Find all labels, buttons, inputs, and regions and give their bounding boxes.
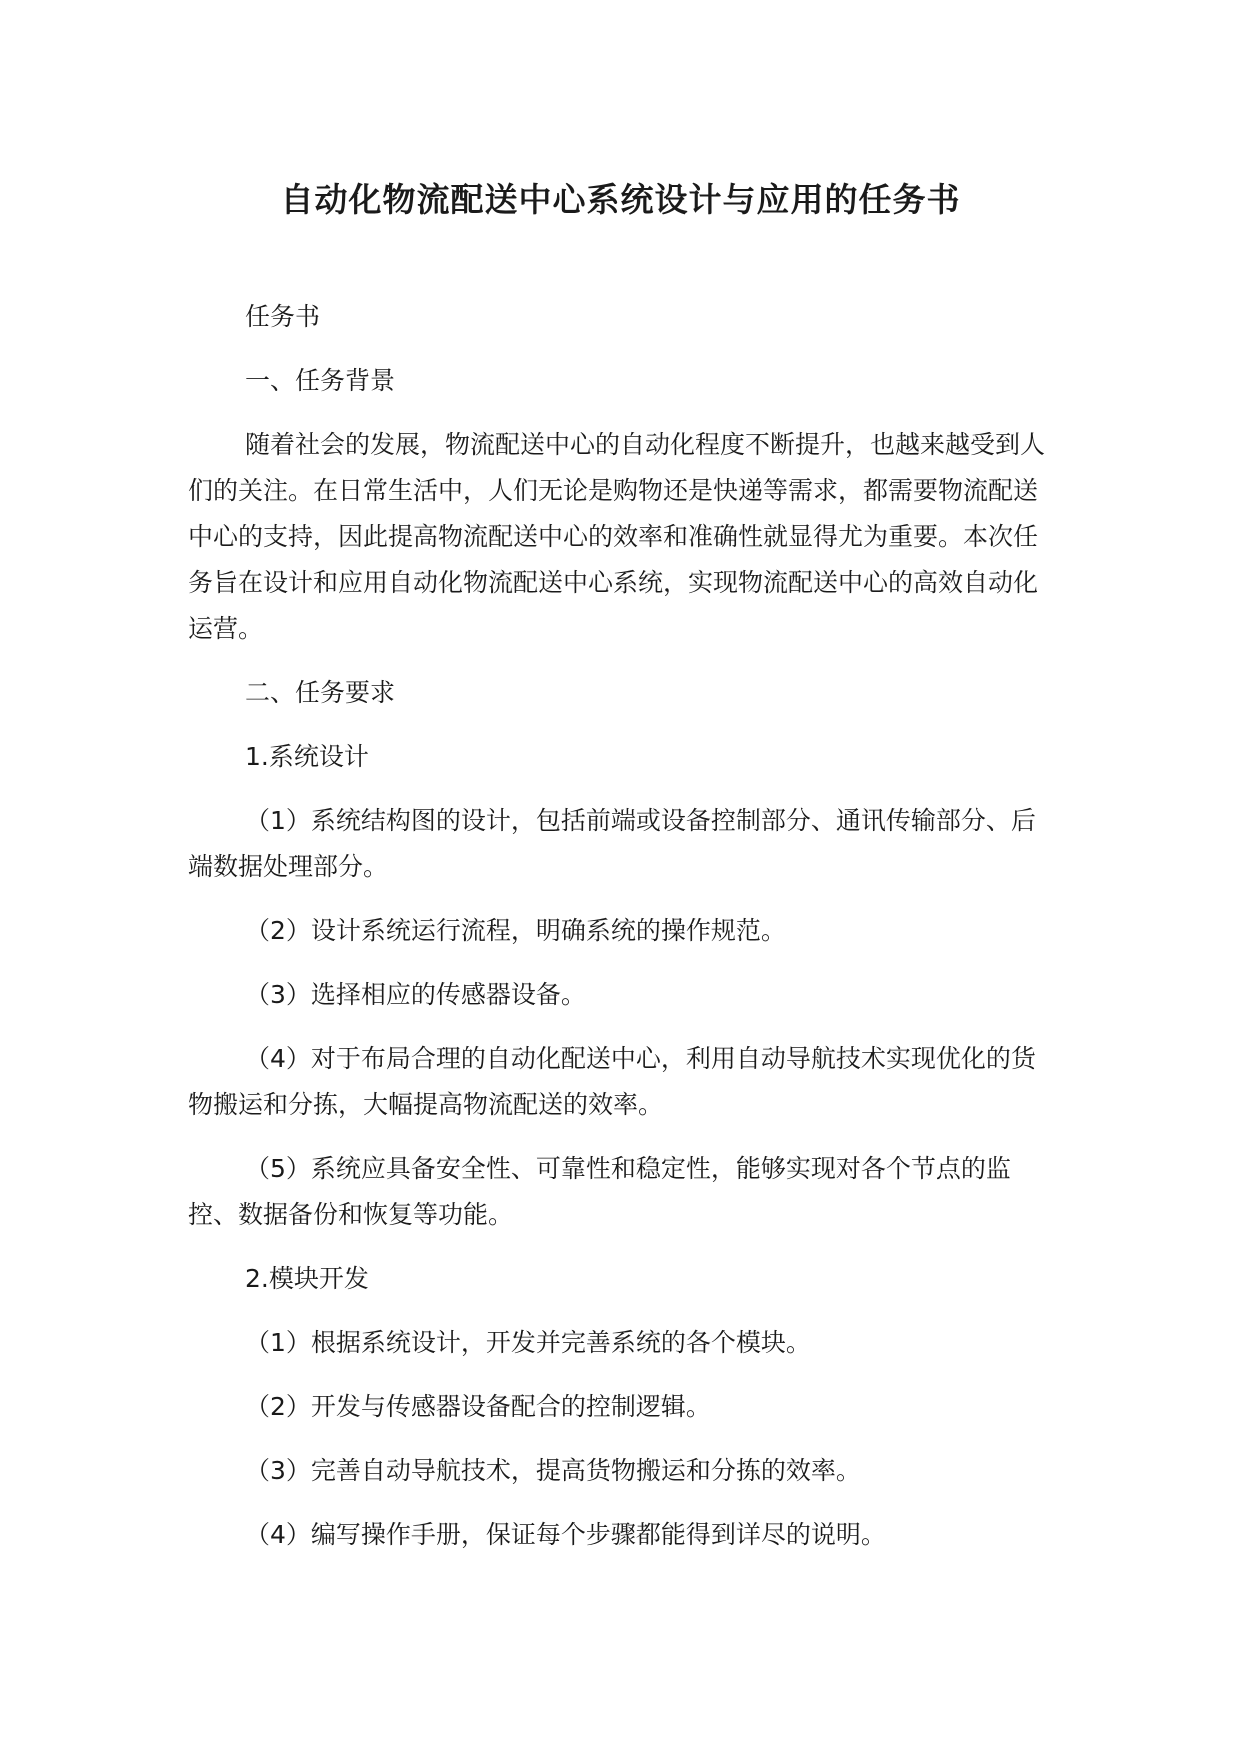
paragraph-task-book-label: 任务书 bbox=[245, 302, 321, 331]
subheading-module-development: 2.模块开发 bbox=[245, 1264, 369, 1293]
list-item-module-2: （2）开发与传感器设备配合的控制逻辑。 bbox=[245, 1392, 711, 1421]
section-heading-requirements: 二、任务要求 bbox=[245, 678, 396, 707]
list-item-design-2: （2）设计系统运行流程，明确系统的操作规范。 bbox=[245, 916, 786, 945]
document-title: 自动化物流配送中心系统设计与应用的任务书 bbox=[280, 180, 961, 219]
list-item-design-1: （1）系统结构图的设计，包括前端或设备控制部分、通讯传输部分、后端数据处理部分。 bbox=[188, 806, 1036, 881]
list-item-design-5: （5）系统应具备安全性、可靠性和稳定性，能够实现对各个节点的监控、数据备份和恢复等功能。 bbox=[188, 1154, 1011, 1229]
list-item-module-4: （4）编写操作手册，保证每个步骤都能得到详尽的说明。 bbox=[245, 1520, 886, 1549]
list-item-design-4: （4）对于布局合理的自动化配送中心，利用自动导航技术实现优化的货物搬运和分拣，大幅提高物流配送的效率。 bbox=[188, 1044, 1036, 1119]
list-item-module-1: （1）根据系统设计，开发并完善系统的各个模块。 bbox=[245, 1328, 811, 1357]
paragraph-background: 随着社会的发展，物流配送中心的自动化程度不断提升，也越来越受到人们的关注。在日常生活中，人们无论是购物还是快递等需求，都需要物流配送中心的支持，因此提高物流配送中心的效率和准确性就显得尤为重要。本次任务旨在设计和应用自动化物流配送中心系统，实现物流配送中心的高效自动化运营。 bbox=[188, 430, 1046, 643]
document-body bbox=[188, 294, 1068, 1576]
list-item-module-3: （3）完善自动导航技术，提高货物搬运和分拣的效率。 bbox=[245, 1456, 861, 1485]
section-heading-background: 一、任务背景 bbox=[245, 366, 396, 395]
subheading-system-design: 1.系统设计 bbox=[245, 742, 369, 771]
list-item-design-3: （3）选择相应的传感器设备。 bbox=[245, 980, 586, 1009]
